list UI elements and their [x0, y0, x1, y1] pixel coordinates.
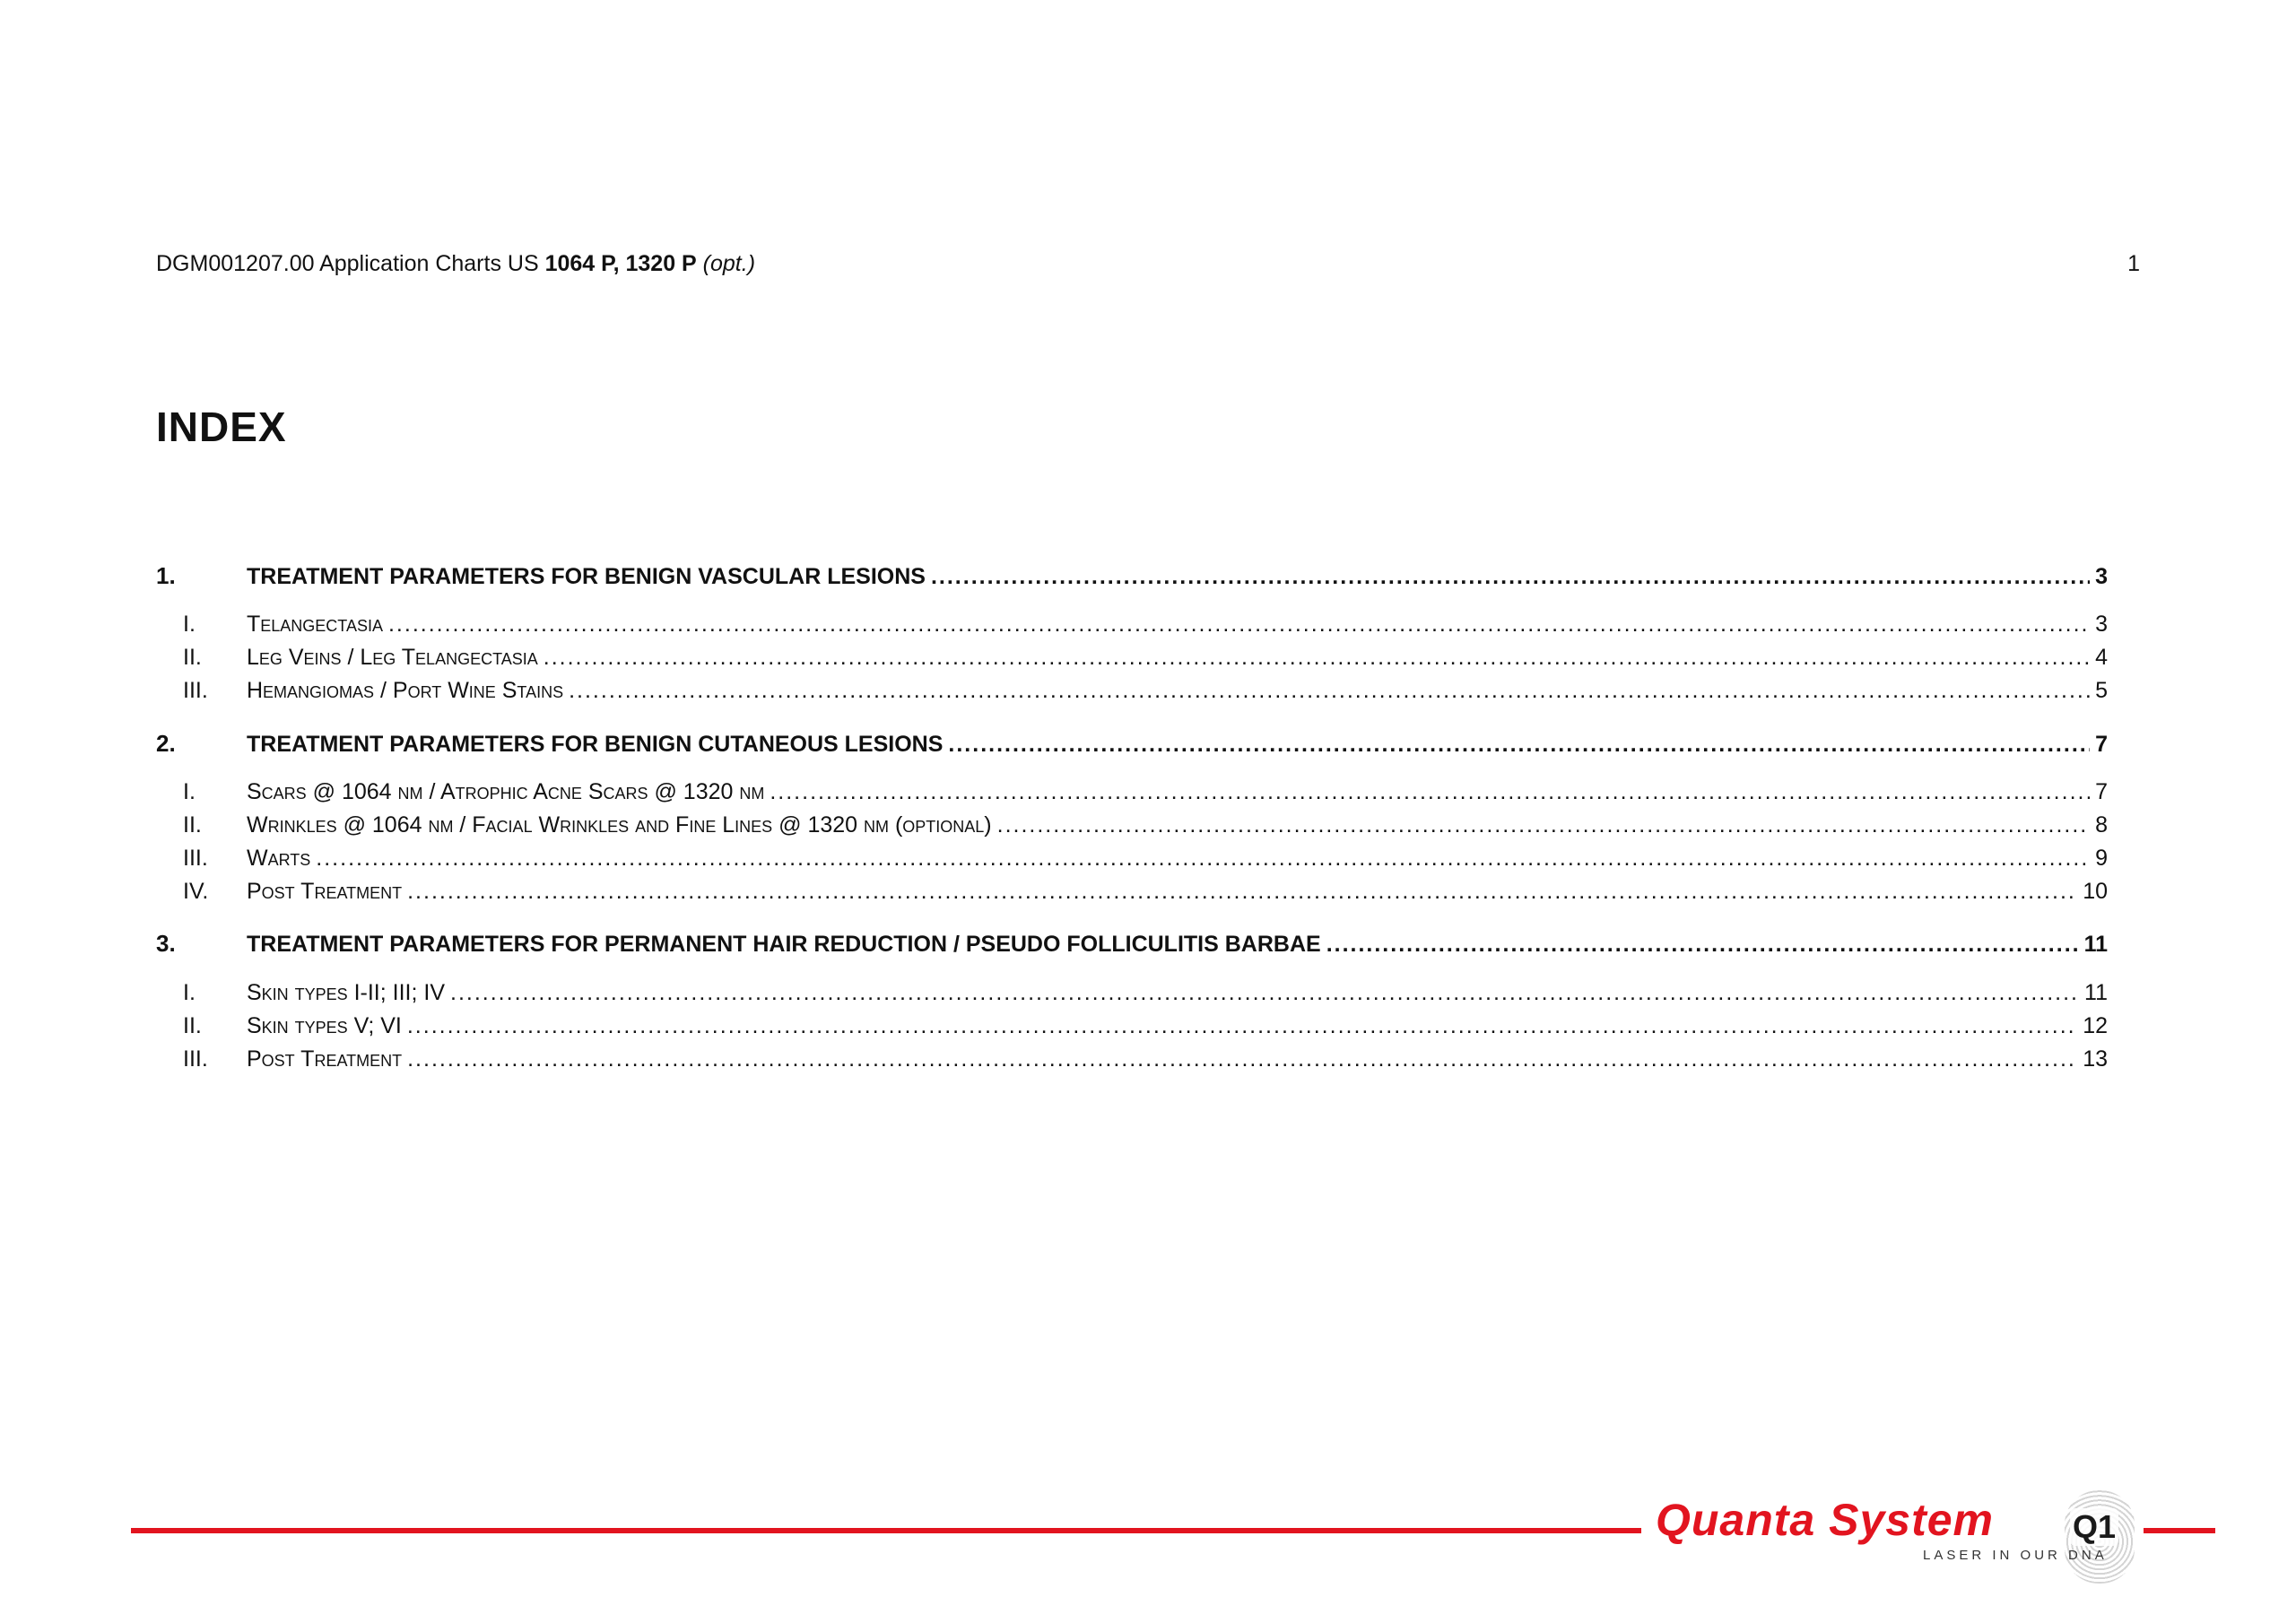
toc-item-2-4[interactable]	[156, 876, 2108, 907]
toc-item-title: Skin types V; VI	[247, 1013, 402, 1038]
toc-item-page: 10	[2083, 879, 2108, 904]
toc-leader-dots	[450, 977, 2079, 1008]
toc-item-title: Hemangiomas / Port Wine Stains	[247, 678, 564, 703]
toc-item-number: II.	[183, 645, 202, 670]
toc-item-number: I.	[183, 779, 196, 804]
toc-section-title: TREATMENT PARAMETERS FOR BENIGN VASCULAR LESIONS	[247, 564, 926, 589]
toc-item-2-1[interactable]	[156, 777, 2108, 807]
toc-item-number: IV.	[183, 879, 209, 904]
toc-section-title: TREATMENT PARAMETERS FOR BENIGN CUTANEOUS LESIONS	[247, 732, 944, 757]
toc-item-title: Post Treatment	[247, 1046, 403, 1072]
toc-section-page: 7	[2095, 732, 2108, 757]
toc-item-page: 12	[2083, 1013, 2108, 1038]
logo-brand-text: Quanta System	[1656, 1495, 1995, 1545]
toc-item-3-2[interactable]	[156, 1011, 2108, 1041]
footer-rule-right	[2144, 1528, 2215, 1533]
toc-item-page: 9	[2095, 846, 2108, 871]
toc-item-title: Scars @ 1064 nm / Atrophic Acne Scars @ 1320 nm	[247, 779, 765, 804]
toc-item-title: Skin types I-II; III; IV	[247, 980, 445, 1005]
toc-item-1-2[interactable]	[156, 642, 2108, 673]
toc-item-number: III.	[183, 1046, 208, 1072]
toc-item-title: Leg Veins / Leg Telangectasia	[247, 645, 538, 670]
toc-item-title: Wrinkles @ 1064 nm / Facial Wrinkles and Fine Lines @ 1320 nm (optional)	[247, 812, 992, 838]
toc-item-page: 11	[2084, 980, 2108, 1005]
logo-mark: Q1	[2070, 1508, 2118, 1546]
toc-item-1-3[interactable]	[156, 675, 2108, 706]
toc-leader-dots	[407, 876, 2077, 907]
toc-leader-dots	[407, 1044, 2077, 1074]
toc-item-title: Warts	[247, 846, 311, 871]
toc-item-page: 7	[2095, 779, 2108, 804]
toc-item-number: I.	[183, 980, 196, 1005]
toc-item-number: II.	[183, 812, 202, 838]
toc-section-3[interactable]	[156, 927, 2108, 959]
toc-leader-dots	[407, 1011, 2077, 1041]
toc-section-page: 3	[2095, 564, 2108, 589]
toc-item-2-2[interactable]	[156, 810, 2108, 840]
logo-tagline: LASER IN OUR DNA	[1923, 1548, 2108, 1563]
toc-leader-dots	[770, 777, 2090, 807]
footer-rule-left	[131, 1528, 1641, 1533]
toc-item-number: II.	[183, 1013, 202, 1038]
table-of-contents	[156, 0, 2108, 1623]
toc-item-1-1[interactable]	[156, 609, 2108, 639]
toc-section-page: 11	[2083, 932, 2108, 957]
toc-leader-dots	[948, 728, 2090, 760]
toc-item-3-1[interactable]	[156, 977, 2108, 1008]
toc-leader-dots	[388, 609, 2090, 639]
toc-item-page: 5	[2095, 678, 2108, 703]
toc-item-3-3[interactable]	[156, 1044, 2108, 1074]
toc-item-number: I.	[183, 612, 196, 637]
toc-item-2-3[interactable]	[156, 843, 2108, 873]
toc-leader-dots	[316, 843, 2090, 873]
toc-leader-dots	[544, 642, 2090, 673]
toc-item-number: III.	[183, 846, 208, 871]
toc-section-number: 3.	[156, 930, 176, 957]
toc-section-2[interactable]	[156, 727, 2108, 759]
toc-leader-dots	[1326, 928, 2079, 960]
toc-section-title: TREATMENT PARAMETERS FOR PERMANENT HAIR REDUCTION / PSEUDO FOLLICULITIS BARBAE	[247, 932, 1321, 957]
document-optional-note: (opt.)	[702, 251, 756, 276]
toc-item-page: 4	[2095, 645, 2108, 670]
toc-item-title: Telangectasia	[247, 612, 383, 637]
toc-item-title: Post Treatment	[247, 879, 403, 904]
toc-item-page: 13	[2083, 1046, 2108, 1072]
document-models: 1064 P, 1320 P	[544, 251, 697, 276]
toc-section-number: 2.	[156, 730, 176, 757]
index-heading: INDEX	[156, 404, 287, 450]
toc-item-number: III.	[183, 678, 208, 703]
toc-item-page: 8	[2095, 812, 2108, 838]
toc-leader-dots	[931, 560, 2090, 593]
page-number: 1	[2127, 251, 2140, 276]
document-code: DGM001207.00 Application Charts US	[156, 251, 545, 276]
toc-section-number: 1.	[156, 562, 176, 589]
toc-section-1[interactable]	[156, 560, 2108, 592]
toc-leader-dots	[569, 675, 2090, 706]
toc-item-page: 3	[2095, 612, 2108, 637]
quanta-system-logo	[1656, 1488, 2136, 1585]
toc-leader-dots	[997, 810, 2090, 840]
